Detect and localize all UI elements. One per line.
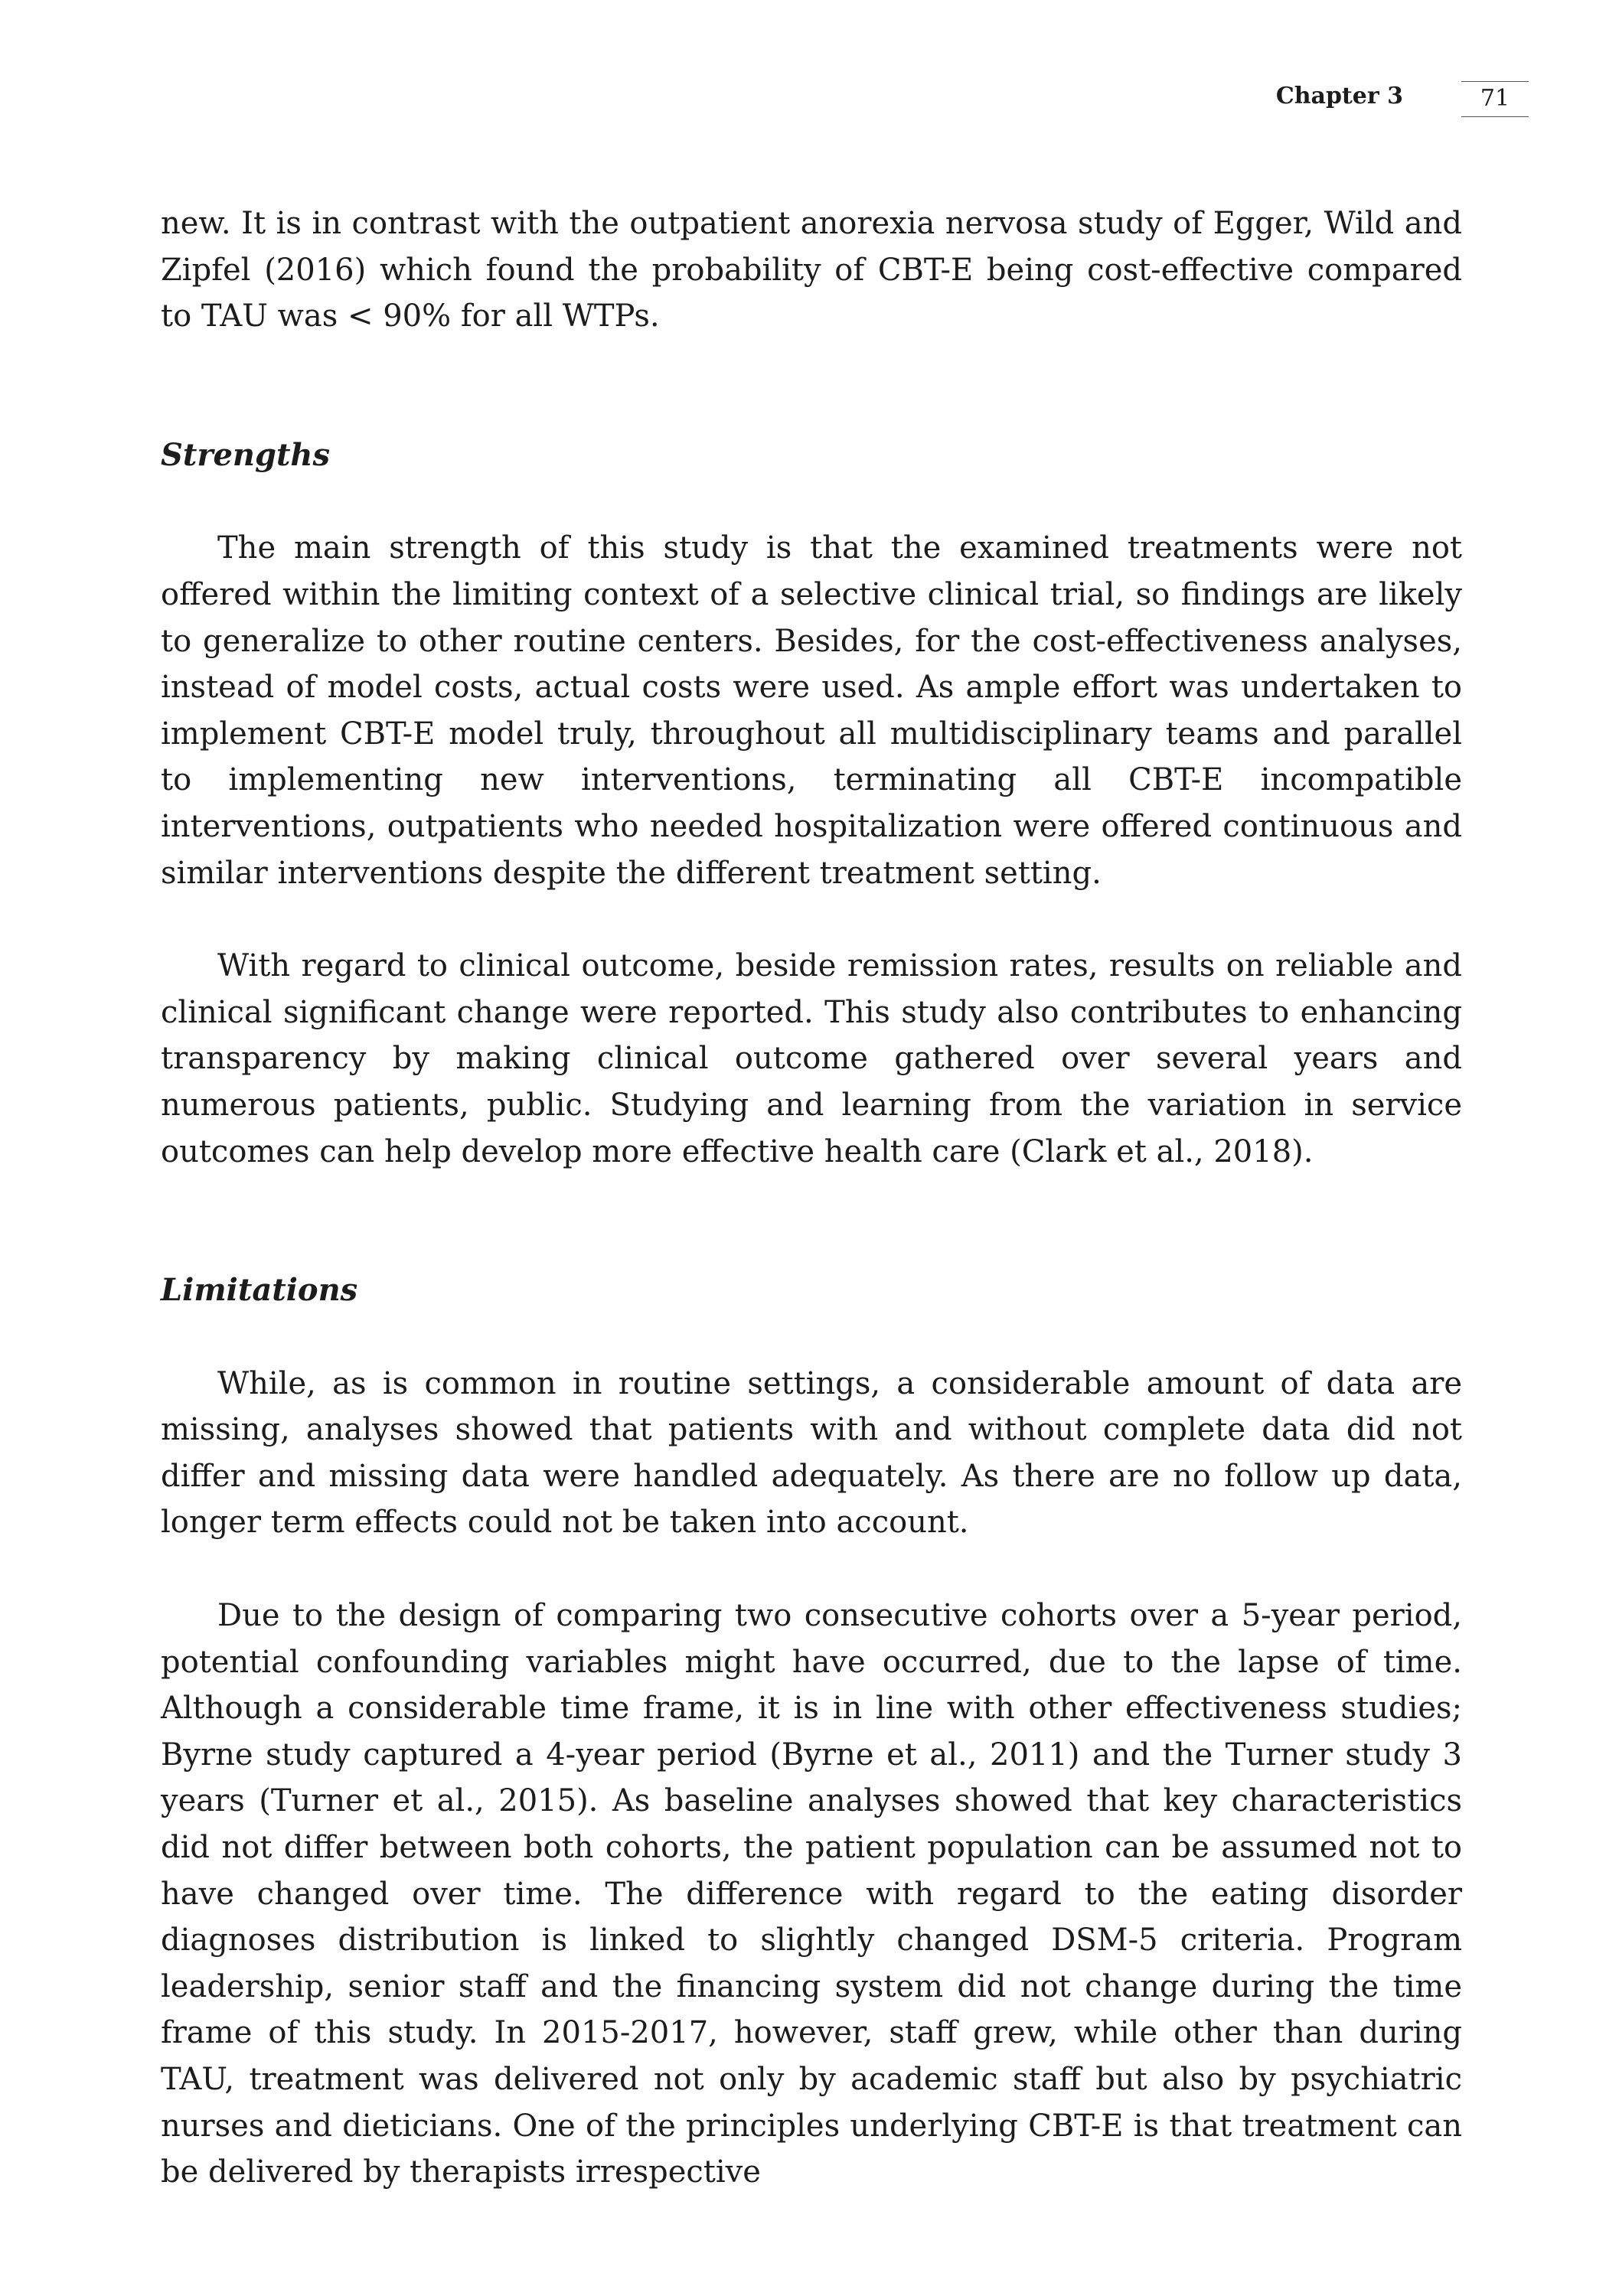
paragraph-spacer	[161, 1546, 1462, 1593]
section-heading-strengths: Strengths	[161, 436, 331, 473]
strengths-paragraph-2: With regard to clinical outcome, beside remission rates, results on reliable and clinical significant change were reported. This study also contributes to enhancing transparency by making clinical outcome gathered over several years and numerous patients, public. Studying and learning from the variation in service outcomes can help develop more effective health care (Clark et al., 2018).	[161, 948, 1462, 1169]
page-number: 71	[1461, 81, 1529, 117]
chapter-label: Chapter 3	[1275, 83, 1403, 109]
section-spacer	[161, 1175, 1462, 1267]
running-header	[1276, 81, 1529, 116]
limitations-paragraph-1: While, as is common in routine settings, a considerable amount of data are missing, analyses showed that patients with and without complete data did not differ and missing data were handled adequately. As there are no follow up data, longer term effects could not be taken into account.	[161, 1365, 1462, 1541]
heading-spacer	[161, 1314, 1462, 1361]
main-text	[161, 201, 1462, 2196]
paragraph-spacer	[161, 896, 1462, 943]
heading-spacer	[161, 478, 1462, 525]
strengths-paragraph-1: The main strength of this study is that the examined treatments were not offered within the limiting context of a selective clinical trial, so findings are likely to generalize to other routine centers. Besides, for the cost-effectiveness analyses, instead of model costs, actual costs were used. As ample effort was undertaken to implement CBT-E model truly, throughout all multidisciplinary teams and parallel to implementing new interventions, terminating all CBT-E incompatible interventions, outpatients who needed hospitalization were offered continuous and similar interventions despite the different treatment setting.	[161, 530, 1462, 891]
section-spacer	[161, 340, 1462, 432]
intro-paragraph: new. It is in contrast with the outpatient anorexia nervosa study of Egger, Wild and Zipfel (2016) which found the probability of CBT-E being cost-effective compared to TAU was < 90% for all WTPs.	[161, 206, 1462, 334]
limitations-paragraph-2: Due to the design of comparing two consecutive cohorts over a 5-year period, potential confounding variables might have occurred, due to the lapse of time. Although a considerable time frame, it is in line with other effectiveness studies; Byrne study captured a 4-year period (Byrne et al., 2011) and the Turner study 3 years (Turner et al., 2015). As baseline analyses showed that key characteristics did not differ between both cohorts, the patient population can be assumed not to have changed over time. The difference with regard to the eating disorder diagnoses distribution is linked to slightly changed DSM-5 criteria. Program leadership, senior staff and the financing system did not change during the time frame of this study. In 2015-2017, however, staff grew, while other than during TAU, treatment was delivered not only by academic staff but also by psychiatric nurses and dieticians. One of the principles underlying CBT-E is that treatment can be delivered by therapists irrespective	[161, 1598, 1462, 2190]
section-heading-limitations: Limitations	[161, 1272, 358, 1309]
